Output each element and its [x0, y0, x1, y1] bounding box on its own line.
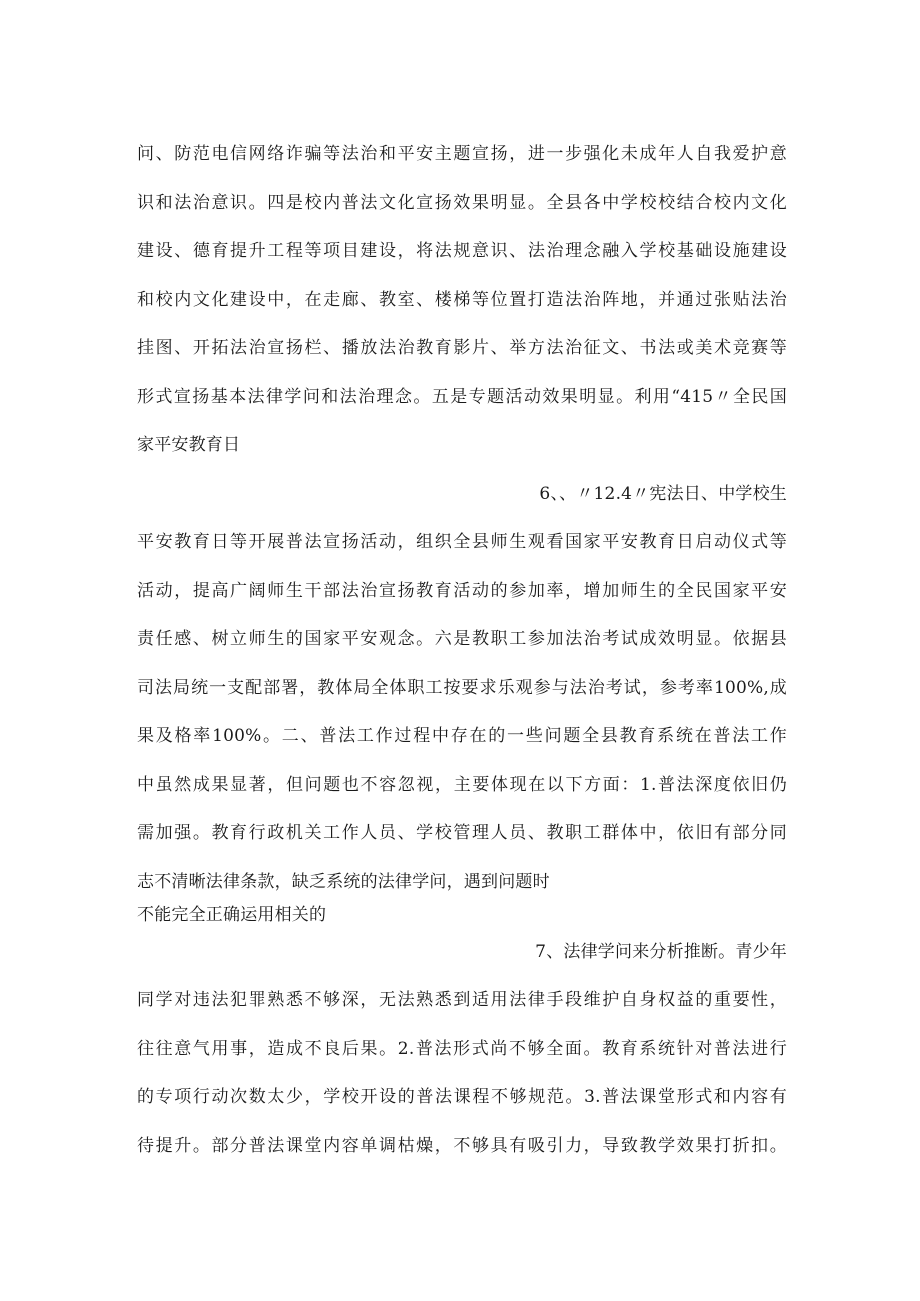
- text-line: 家平安教育日: [137, 435, 241, 455]
- text-line: 果及格率100%。二、普法工作过程中存在的一些问题全县教育系统在普法工作: [137, 726, 787, 746]
- text-line: 问、防范电信网络诈骗等法治和平安主题宣扬，进一步强化未成年人自我爱护意: [137, 144, 787, 164]
- text-line: 往往意气用事，造成不良后果。2.普法形式尚不够全面。教育系统针对普法进行: [137, 1039, 787, 1059]
- text-line: 7、法律学问来分析推断。青少年: [535, 942, 787, 962]
- text-line: 司法局统一支配部署，教体局全体职工按要求乐观参与法治考试，参考率100%,成: [137, 678, 787, 698]
- text-line: 活动，提高广阔师生干部法治宣扬教育活动的参加率，增加师生的全民国家平安: [137, 581, 787, 601]
- text-line: 中虽然成果显著，但问题也不容忽视，主要体现在以下方面：1.普法深度依旧仍: [137, 775, 787, 795]
- text-line: 待提升。部分普法课堂内容单调枯燥，不够具有吸引力，导致教学效果打折扣。: [137, 1136, 787, 1156]
- text-line: 建设、德育提升工程等项目建设，将法规意识、法治理念融入学校基础设施建设: [137, 241, 787, 261]
- text-line: 平安教育日等开展普法宣扬活动，组织全县师生观看国家平安教育日启动仪式等: [137, 532, 787, 552]
- text-line: 不能完全正确运用相关的: [137, 905, 327, 925]
- text-line: 责任感、树立师生的国家平安观念。六是教职工参加法治考试成效明显。依据县: [137, 629, 787, 649]
- text-line: 挂图、开拓法治宣扬栏、播放法治教育影片、举方法治征文、书法或美术竞赛等: [137, 338, 787, 358]
- text-line: 和校内文化建设中，在走廊、教室、楼梯等位置打造法治阵地，并通过张贴法治: [137, 290, 787, 310]
- text-line: 6、、〃12.4〃宪法日、中学校生: [539, 484, 787, 504]
- text-line: 识和法治意识。四是校内普法文化宣扬效果明显。全县各中学校校结合校内文化: [137, 193, 787, 213]
- text-line: 需加强。教育行政机关工作人员、学校管理人员、教职工群体中，依旧有部分同: [137, 823, 787, 843]
- text-line: 形式宣扬基本法律学问和法治理念。五是专题活动效果明显。利用“415〃全民国: [137, 387, 787, 407]
- text-line: 同学对违法犯罪熟悉不够深，无法熟悉到适用法律手段维护自身权益的重要性，: [137, 990, 787, 1010]
- text-line: 志不清晰法律条款，缺乏系统的法律学问，遇到问题时: [137, 872, 550, 892]
- text-line: 的专项行动次数太少，学校开设的普法课程不够规范。3.普法课堂形式和内容有: [137, 1087, 787, 1107]
